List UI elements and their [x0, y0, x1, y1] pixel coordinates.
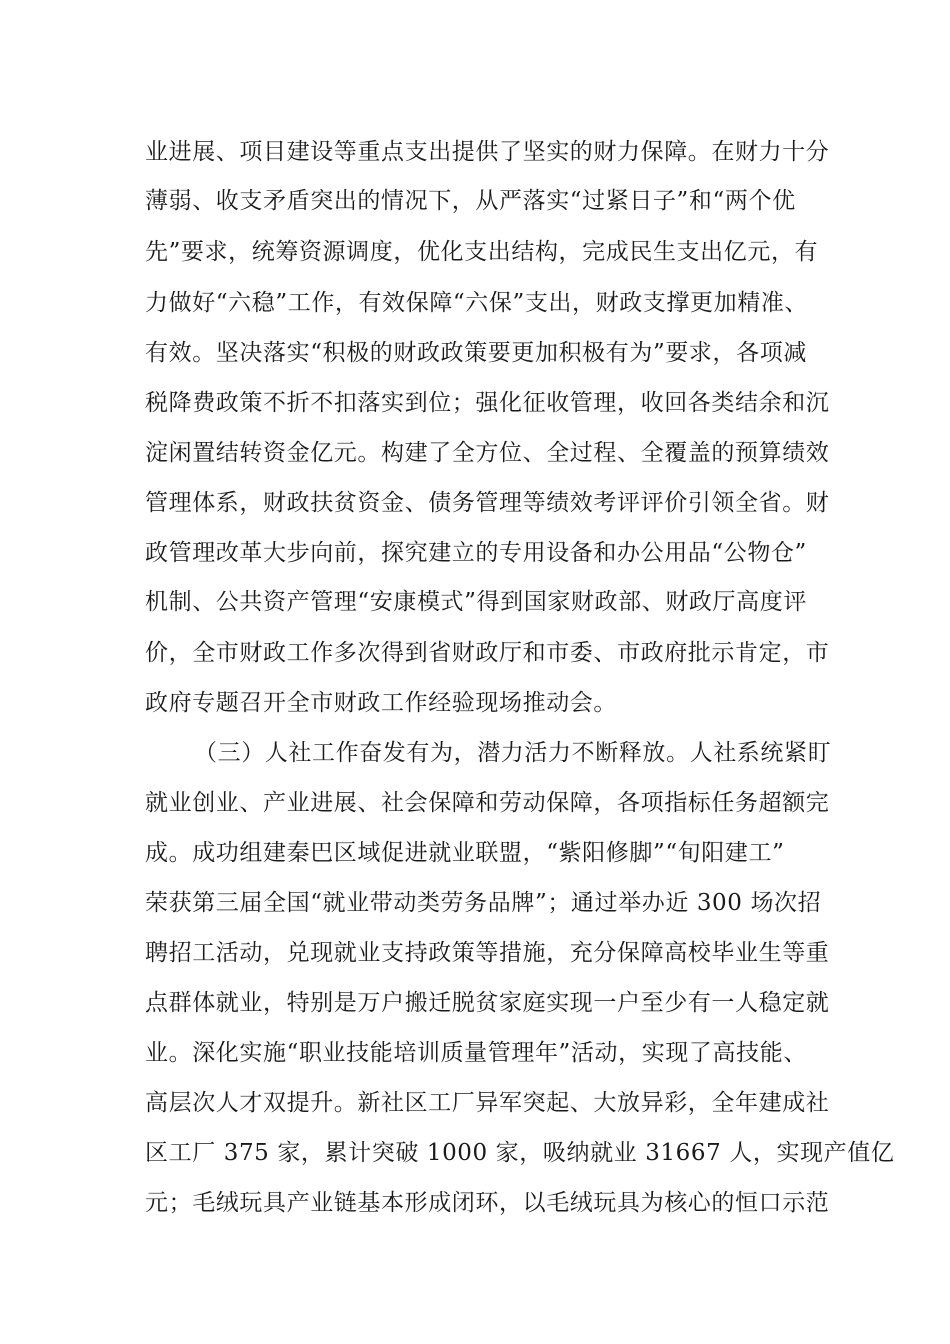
text-line: 税降费政策不折不扣落实到位；强化征收管理，收回各类结余和沉: [145, 390, 830, 416]
text-line: 机制、公共资产管理“安康模式”得到国家财政部、财政厅高度评: [145, 589, 807, 615]
text-line: 成。成功组建秦巴区域促进就业联盟，“紫阳修脚”“旬阳建工”: [145, 840, 785, 866]
text-line: 区工厂 375 家，累计突破 1000 家，吸纳就业 31667 人，实现产值亿: [145, 1140, 895, 1166]
text-line: 业进展、项目建设等重点支出提供了坚实的财力保障。在财力十分: [145, 139, 830, 165]
text-line: 点群体就业，特别是万户搬迁脱贫家庭实现一户至少有一人稳定就: [145, 990, 830, 1016]
paragraph-heading-line: （三）人社工作奋发有为，潜力活力不断释放。人社系统紧盯: [194, 740, 832, 766]
text-line: 薄弱、收支矛盾突出的情况下，从严落实“过紧日子”和“两个优: [145, 188, 796, 214]
text-line: 荣获第三届全国“就业带动类劳务品牌”；通过举办近 300 场次招: [145, 890, 822, 916]
text-line: 政府专题召开全市财政工作经验现场推动会。: [145, 690, 617, 716]
text-line: 价，全市财政工作多次得到省财政厅和市委、市政府批示肯定，市: [145, 640, 830, 666]
text-line: 有效。坚决落实“积极的财政政策要更加积极有为”要求，各项减: [145, 340, 807, 366]
text-line: 聘招工活动，兑现就业支持政策等措施，充分保障高校毕业生等重: [145, 940, 830, 966]
text-line: 管理体系，财政扶贫资金、债务管理等绩效考评评价引领全省。财: [145, 490, 830, 516]
text-line: 高层次人才双提升。新社区工厂异军突起、大放异彩，全年建成社: [145, 1090, 830, 1116]
text-line: 政管理改革大步向前，探究建立的专用设备和办公用品“公物仓”: [145, 540, 807, 566]
text-line: 先”要求，统筹资源调度，优化支出结构，完成民生支出亿元，有: [145, 239, 819, 265]
text-line: 力做好“六稳”工作，有效保障“六保”支出，财政支撑更加精准、: [145, 290, 809, 316]
text-line: 就业创业、产业进展、社会保障和劳动保障，各项指标任务超额完: [145, 790, 830, 816]
text-line: 业。深化实施“职业技能培训质量管理年”活动，实现了高技能、: [145, 1040, 807, 1066]
text-line: 元；毛绒玩具产业链基本形成闭环，以毛绒玩具为核心的恒口示范: [145, 1190, 830, 1216]
text-line: 淀闲置结转资金亿元。构建了全方位、全过程、全覆盖的预算绩效: [145, 440, 830, 466]
